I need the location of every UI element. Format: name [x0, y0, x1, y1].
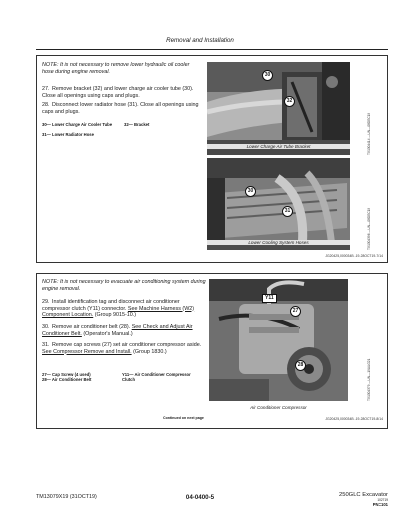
step-text: Remove air conditioner belt (28). — [52, 324, 131, 330]
page-section-number: 04-0400-5 — [185, 494, 215, 501]
legend-item: 27— Cap Screw (4 used) — [42, 372, 91, 377]
callout-30: 30 — [262, 70, 273, 81]
legend-item: 32— Bracket — [124, 122, 150, 127]
step-28 — [42, 102, 207, 115]
page-header-title: Removal and Installation — [166, 37, 234, 44]
legend-item: Y11— Air Conditioner Compressor Clutch — [122, 372, 191, 383]
legend-item: 31— Lower Radiator Hose — [42, 132, 94, 137]
reference-code: JG20425,000034B -19-28OCT19-7/14 — [325, 254, 383, 258]
header-divider — [36, 49, 388, 50]
step-27 — [42, 86, 207, 99]
procedure-section-1 — [36, 55, 388, 263]
step-text: Remove bracket (32) and lower charge air cooler tube (30). Close all openings using caps and plugs. — [42, 86, 194, 99]
footer-machine — [339, 492, 388, 507]
legend-item: 30— Lower Charge Air Cooler Tube — [42, 122, 113, 127]
procedure-section-2 — [36, 273, 388, 429]
cross-reference-link[interactable]: See Machine Harness (W2) Component Location. — [42, 305, 195, 319]
component-tag-y11: Y11 — [262, 294, 277, 303]
legend — [42, 372, 212, 388]
step-tail: (Group 9015-10.) — [94, 312, 137, 319]
cross-reference-link[interactable]: See Check and Adjust Air Conditioner Belt. — [42, 324, 193, 337]
step-text: Remove cap screws (27) set air conditioner compressor aside. — [52, 342, 202, 348]
photo-caption: Air Conditioner Compressor — [250, 405, 307, 410]
page-number: PN=101 — [372, 502, 388, 507]
continued-note: Continued on next page — [163, 416, 204, 420]
photo-lower-cooling-hoses — [207, 158, 350, 250]
step-text: Install identification tag and disconnect air conditioner compressor clutch (Y11) connector. — [42, 299, 180, 312]
reference-code: JG20425,000034B -19-28OCT19-8/14 — [325, 417, 383, 421]
callout-27: 27 — [290, 306, 301, 317]
photo-id-code: TX1304379 —UN—19AUG21 — [367, 358, 371, 401]
step-29 — [42, 299, 207, 319]
cross-reference-link[interactable]: See Compressor Remove and Install. — [42, 348, 132, 355]
step-number: 31. — [42, 342, 50, 348]
step-30 — [42, 324, 207, 337]
step-number: 30. — [42, 324, 50, 330]
photo-id-code: TX1304414 —UN—08DEC19 — [367, 112, 371, 155]
revision-date: 102719 — [377, 498, 388, 502]
step-tail: (Operator's Manual.) — [83, 330, 133, 337]
callout-30: 30 — [245, 186, 256, 197]
photo-caption: Lower Cooling System Hoses — [207, 240, 350, 245]
step-number: 28. — [42, 102, 50, 108]
callout-28: 28 — [295, 360, 306, 371]
photo-charge-air-tube-bracket — [207, 62, 350, 155]
step-number: 29. — [42, 299, 50, 305]
photo-caption: Lower Charge Air Tube Bracket — [207, 144, 350, 149]
note-text: NOTE: It is not necessary to remove lower hydraulic oil cooler hose during engine removal. — [42, 62, 190, 75]
note-text: NOTE: It is not necessary to evacuate air conditioning system during engine removal. — [42, 279, 206, 292]
legend — [42, 122, 212, 142]
legend-item: 28— Air Conditioner Belt — [42, 377, 92, 382]
step-text: Disconnect lower radiator hose (31). Close all openings using caps and plugs. — [42, 102, 199, 115]
callout-32: 32 — [284, 96, 295, 107]
step-tail: (Group 1830.) — [133, 348, 167, 355]
callout-31: 31 — [282, 206, 293, 217]
manual-id: TM13079X19 (31OCT19) — [36, 494, 97, 500]
photo-air-conditioner-compressor — [209, 279, 348, 401]
step-31 — [42, 342, 207, 355]
step-number: 27. — [42, 86, 50, 92]
machine-model: 250GLC Excavator — [339, 492, 388, 498]
photo-id-code: TX1304396 —UN—08DEC19 — [367, 207, 371, 250]
